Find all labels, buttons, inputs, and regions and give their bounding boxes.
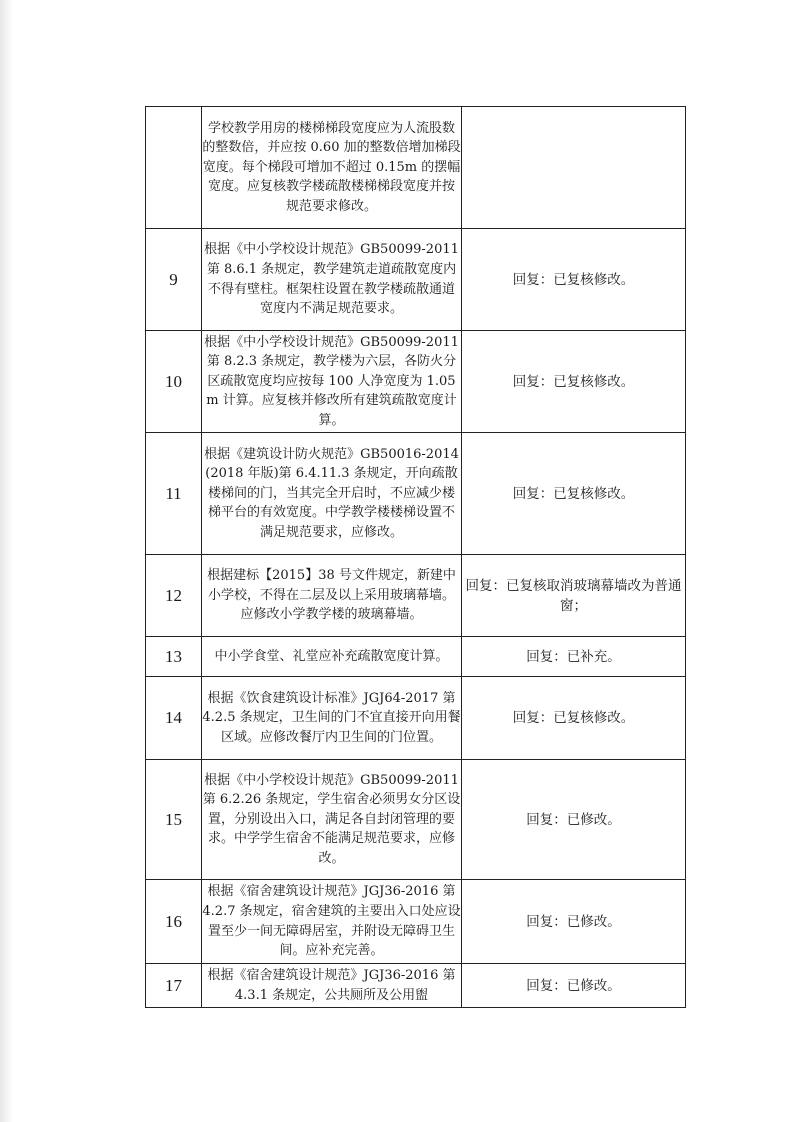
review-opinion: 根据建标【2015】38 号文件规定，新建中小学校，不得在二层及以上采用玻璃幕墙。应修改小学教学楼的玻璃幕墙。 — [202, 555, 462, 637]
row-number: 12 — [146, 555, 202, 637]
review-opinion: 根据《中小学校设计规范》GB50099-2011 第 8.6.1 条规定，教学建筑走道疏散宽度内不得有壁柱。框架柱设置在教学楼疏散通道宽度内不满足规范要求。 — [202, 229, 462, 331]
review-opinion: 根据《宿舍建筑设计规范》JGJ36-2016 第 4.2.7 条规定，宿舍建筑的主要出入口处应设置至少一间无障碍居室，并附设无障碍卫生间。应补充完善。 — [202, 880, 462, 964]
table-row — [146, 677, 686, 760]
reply-text: 回复：已复核修改。 — [462, 229, 686, 331]
reply-text: 回复：已复核取消玻璃幕墙改为普通窗； — [462, 555, 686, 637]
row-number: 16 — [146, 880, 202, 964]
reply-text: 回复：已修改。 — [462, 964, 686, 1008]
row-number — [146, 107, 202, 229]
reply-text: 回复：已复核修改。 — [462, 433, 686, 555]
table-row — [146, 964, 686, 1008]
review-comments-table — [145, 106, 686, 1008]
row-number: 10 — [146, 331, 202, 433]
review-opinion: 中小学食堂、礼堂应补充疏散宽度计算。 — [202, 637, 462, 677]
row-number: 14 — [146, 677, 202, 760]
review-opinion: 根据《饮食建筑设计标准》JGJ64-2017 第 4.2.5 条规定，卫生间的门不宜直接开向用餐区域。应修改餐厅内卫生间的门位置。 — [202, 677, 462, 760]
reply-text: 回复：已修改。 — [462, 760, 686, 880]
table-row — [146, 433, 686, 555]
review-opinion: 学校教学用房的楼梯梯段宽度应为人流股数的整数倍，并应按 0.60 加的整数倍增加梯段宽度。每个梯段可增加不超过 0.15m 的摆幅宽度。应复核教学楼疏散楼梯梯段宽度并按规范要求修改。 — [202, 107, 462, 229]
row-number: 13 — [146, 637, 202, 677]
table-row — [146, 229, 686, 331]
review-opinion: 根据《中小学校设计规范》GB50099-2011 第 8.2.3 条规定，教学楼为六层，各防火分区疏散宽度均应按每 100 人净宽度为 1.05m 计算。应复核并修改所有建筑疏散宽度计算。 — [202, 331, 462, 433]
reply-text: 回复：已补充。 — [462, 637, 686, 677]
table-row — [146, 555, 686, 637]
scan-edge-shadow — [0, 0, 14, 1122]
row-number: 15 — [146, 760, 202, 880]
row-number: 17 — [146, 964, 202, 1008]
reply-text: 回复：已复核修改。 — [462, 677, 686, 760]
row-number: 11 — [146, 433, 202, 555]
table-row — [146, 331, 686, 433]
reply-text: 回复：已修改。 — [462, 880, 686, 964]
review-opinion: 根据《建筑设计防火规范》GB50016-2014(2018 年版)第 6.4.11.3 条规定，开向疏散楼梯间的门，当其完全开启时，不应减少楼梯平台的有效宽度。中学教学楼楼梯设置不满足规范要求，应修改。 — [202, 433, 462, 555]
table-row — [146, 760, 686, 880]
reply-text: 回复：已复核修改。 — [462, 331, 686, 433]
table-row — [146, 107, 686, 229]
reply-text — [462, 107, 686, 229]
table-row — [146, 637, 686, 677]
table-row — [146, 880, 686, 964]
review-opinion: 根据《宿舍建筑设计规范》JGJ36-2016 第 4.3.1 条规定，公共厕所及公用盥 — [202, 964, 462, 1008]
review-opinion: 根据《中小学校设计规范》GB50099-2011 第 6.2.26 条规定，学生宿舍必须男女分区设置，分别设出入口，满足各自封闭管理的要求。中学学生宿舍不能满足规范要求，应修改。 — [202, 760, 462, 880]
row-number: 9 — [146, 229, 202, 331]
